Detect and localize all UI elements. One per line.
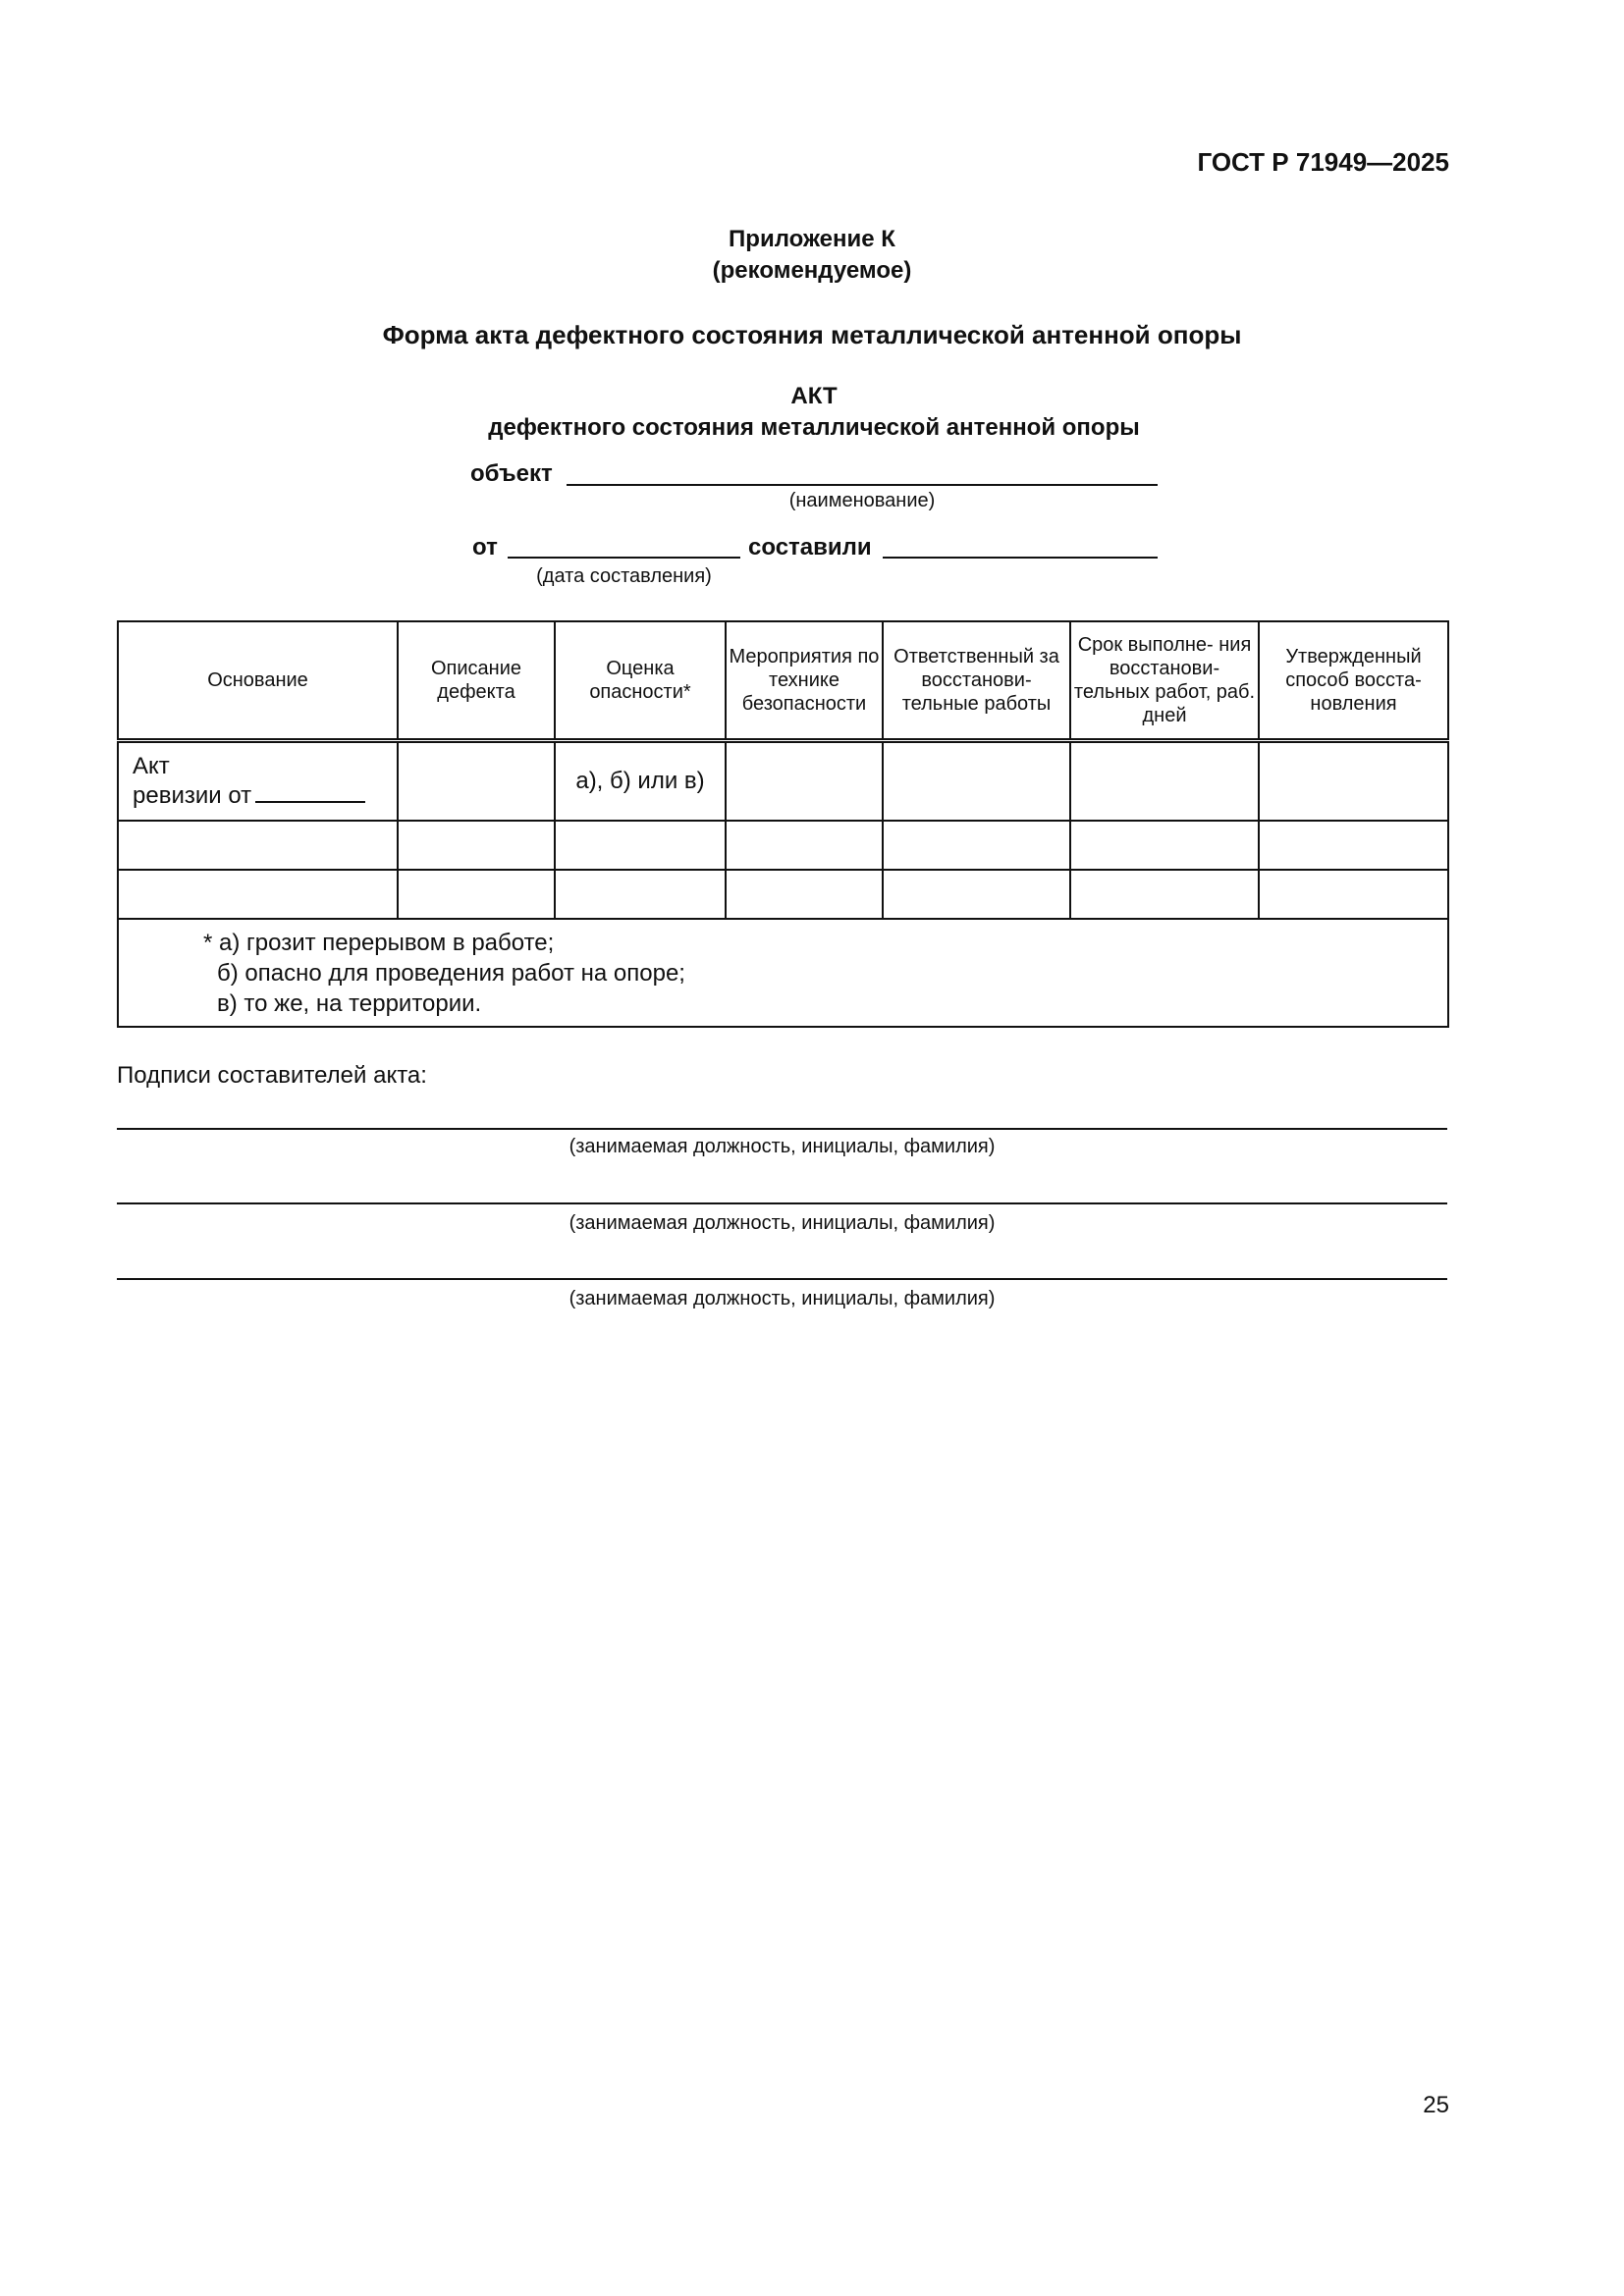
table-notes-row — [118, 919, 1448, 1027]
basis-text: Акт — [133, 753, 170, 779]
column-header: Основание — [118, 621, 398, 741]
footnote-line: б) опасно для проведения работ на опоре; — [217, 959, 685, 987]
table-cell[interactable] — [1259, 870, 1448, 919]
signature-line[interactable] — [117, 1202, 1447, 1204]
basis-text: ревизии от — [133, 782, 252, 809]
footnote-line: в) то же, на территории. — [217, 989, 482, 1017]
signature-line[interactable] — [117, 1278, 1447, 1280]
signature-hint: (занимаемая должность, инициалы, фамилия) — [568, 1288, 996, 1309]
object-label: объект — [470, 460, 553, 487]
table-cell[interactable] — [1259, 741, 1448, 822]
annex-title: Приложение К — [729, 226, 895, 252]
table-cell[interactable] — [1070, 870, 1259, 919]
from-label: от — [472, 534, 498, 561]
object-hint: (наименование) — [788, 490, 936, 511]
table-cell[interactable] — [1070, 741, 1259, 822]
compilers-field[interactable] — [883, 557, 1158, 559]
table-cell[interactable] — [398, 741, 555, 822]
date-hint: (дата составления) — [536, 565, 712, 587]
table-cell[interactable] — [726, 870, 883, 919]
page-number: 25 — [1423, 2092, 1449, 2118]
table-cell[interactable] — [883, 870, 1070, 919]
table-cell[interactable] — [555, 870, 726, 919]
basis-cell — [118, 741, 398, 822]
object-field[interactable] — [567, 484, 1158, 486]
signature-hint: (занимаемая должность, инициалы, фамилия) — [568, 1212, 996, 1234]
notes-cell — [118, 919, 1448, 1027]
date-field[interactable] — [508, 557, 740, 559]
table-row — [118, 741, 1448, 822]
column-header: Утвержденный способ восста- новления — [1259, 621, 1448, 741]
danger-cell: а), б) или в) — [555, 741, 726, 822]
act-subtitle: дефектного состояния металлической антенной опоры — [488, 414, 1140, 441]
column-header: Оценка опасности* — [555, 621, 726, 741]
table-cell[interactable] — [398, 821, 555, 870]
revision-date-field[interactable] — [255, 801, 365, 803]
signature-line[interactable] — [117, 1128, 1447, 1130]
compiled-label: составили — [748, 534, 872, 561]
form-title: Форма акта дефектного состояния металлической антенной опоры — [382, 320, 1242, 349]
table-cell[interactable] — [883, 741, 1070, 822]
column-header: Описание дефекта — [398, 621, 555, 741]
table-cell[interactable] — [1070, 821, 1259, 870]
standard-code: ГОСТ Р 71949—2025 — [1197, 147, 1449, 177]
table-cell[interactable] — [726, 821, 883, 870]
table-cell[interactable] — [118, 821, 398, 870]
table-cell[interactable] — [1259, 821, 1448, 870]
defects-table — [117, 620, 1449, 1028]
table-cell[interactable] — [726, 741, 883, 822]
table-row — [118, 870, 1448, 919]
table-row — [118, 821, 1448, 870]
table-header-row — [118, 621, 1448, 741]
table-cell[interactable] — [555, 821, 726, 870]
annex-status: (рекомендуемое) — [712, 257, 912, 284]
table-cell[interactable] — [883, 821, 1070, 870]
act-title: АКТ — [790, 383, 838, 409]
column-header: Мероприятия по технике безопасности — [726, 621, 883, 741]
signatures-caption: Подписи составителей акта: — [117, 1062, 427, 1089]
signature-hint: (занимаемая должность, инициалы, фамилия) — [568, 1136, 996, 1157]
footnote-line: * а) грозит перерывом в работе; — [203, 929, 555, 956]
table-cell[interactable] — [118, 870, 398, 919]
column-header: Срок выполне- ния восстанови- тельных работ, раб. дней — [1070, 621, 1259, 741]
table-cell[interactable] — [398, 870, 555, 919]
column-header: Ответственный за восстанови- тельные работы — [883, 621, 1070, 741]
